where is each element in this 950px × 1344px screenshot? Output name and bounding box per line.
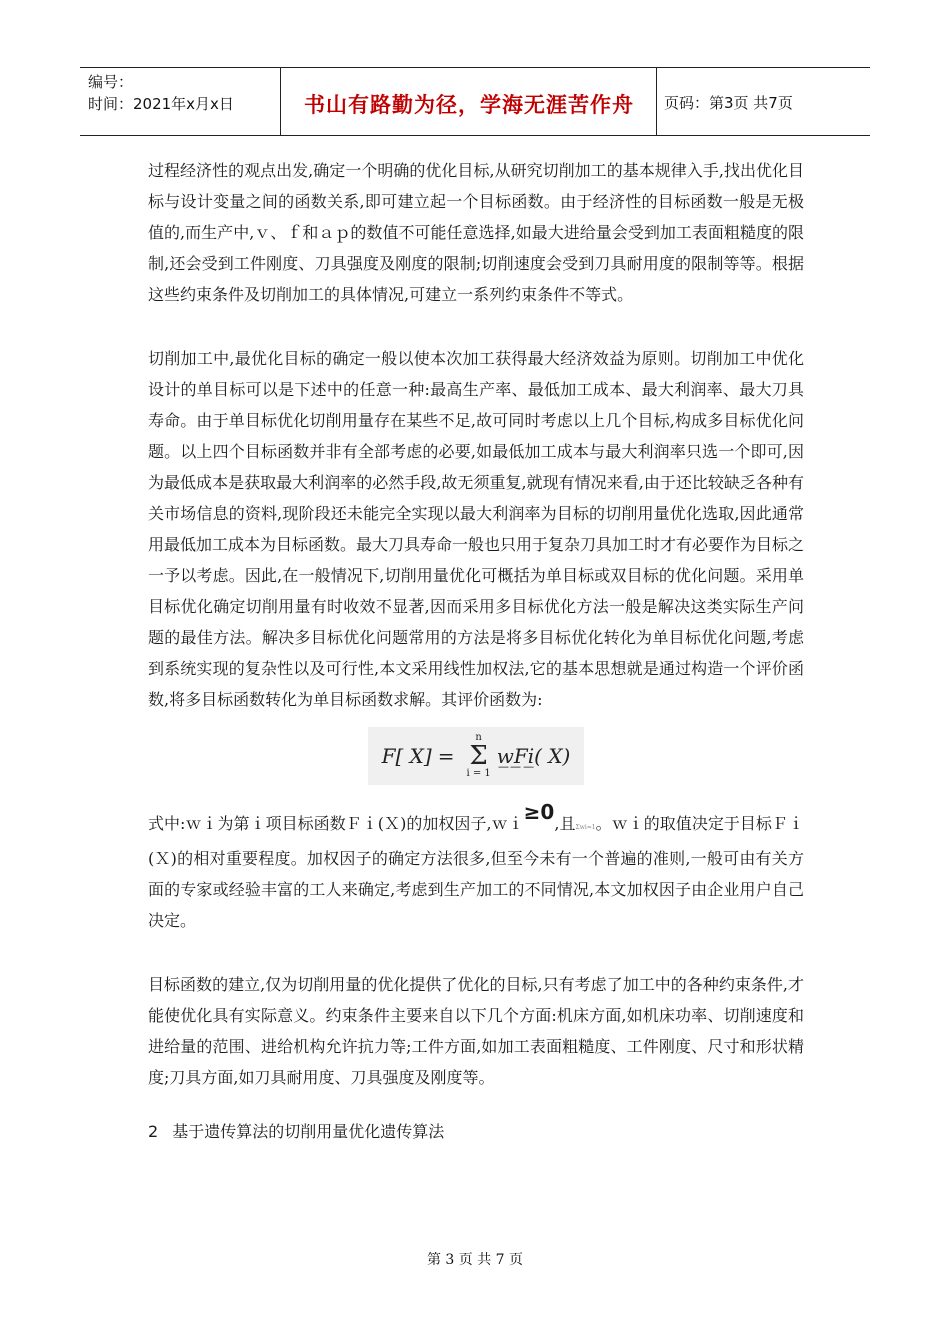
- formula-lhs: F[ X]: [381, 744, 432, 768]
- section-heading: [148, 1119, 804, 1142]
- header-meta: [88, 71, 234, 115]
- formula-rhs: w̲F̲i̲( X): [496, 744, 571, 768]
- document-body: [148, 155, 804, 1142]
- tiny-formula-image: Σwi=1: [575, 824, 596, 831]
- section-number: 2: [148, 1122, 159, 1141]
- header-bottom-rule: [80, 135, 870, 136]
- formula-equals: =: [437, 744, 455, 768]
- page-header: [80, 67, 870, 137]
- header-top-rule: [80, 67, 870, 68]
- header-page-label: 页码：第3页 共7页: [664, 94, 793, 112]
- formula-sum-lower: i = 1: [466, 768, 491, 779]
- page-footer: 第 3 页 共 7 页: [426, 1252, 524, 1268]
- evaluation-formula: [148, 727, 804, 785]
- formula-sigma: [466, 733, 490, 779]
- header-divider-left: [280, 67, 281, 136]
- paragraph-2: 切削加工中,最优化目标的确定一般以使本次加工获得最大经济效益为原则。切削加工中优化设计的单目标可以是下述中的任意一种:最高生产率、最低加工成本、最大利润率、最大刀具寿命。由于单目标优化切削用量存在某些不足,故可同时考虑以上几个目标,构成多目标优化问题。以上四个目标函数并非有全部考虑的必要,如最低加工成本与最大利润率只选一个即可,因为最低成本是获取最大利润率的必然手段,故无须重复,就现有情况来看,由于还比较缺乏各种有关市场信息的资料,现阶段还未能完全实现以最大利润率为目标的切削用量优化选取,因此通常用最低加工成本为目标函数。最大刀具寿命一般也只用于复杂刀具加工时才有必要作为目标之一予以考虑。因此,在一般情况下,切削用量优化可概括为单目标或双目标的优化问题。采用单目标优化确定切削用量有时收效不显著,因而采用多目标优化方法一般是解决这类实际生产问题的最佳方法。解决多目标优化问题常用的方法是将多目标优化转化为单目标优化问题,考虑到系统实现的复杂性以及可行性,本文采用线性加权法,它的基本思想就是通过构造一个评价函数,将多目标函数转化为单目标函数求解。其评价函数为:: [148, 349, 805, 709]
- header-date-label: 时间：2021年x月x日: [88, 95, 234, 113]
- paragraph-3-rest: 。ｗｉ的取值决定于目标Ｆｉ(Ｘ)的相对重要程度。加权因子的确定方法很多,但至今未有一个普遍的准则,一般可由有关方面的专家或经验丰富的工人来确定,考虑到生产加工的不同情况,本文加权因子由企业用户自己决定。: [148, 814, 804, 930]
- paragraph-3: [148, 800, 804, 936]
- formula-image: [368, 727, 585, 785]
- paragraph-4: 目标函数的建立,仅为切削用量的优化提供了优化的目标,只有考虑了加工中的各种约束条件,才能使优化具有实际意义。约束条件主要来自以下几个方面:机床方面,如机床功率、切削速度和进给量的范围、进给机构允许抗力等;工件方面,如加工表面粗糙度、工件刚度、尺寸和形状精度;刀具方面,如刀具耐用度、刀具强度及刚度等。: [148, 975, 804, 1087]
- header-divider-right: [656, 67, 657, 136]
- paragraph-3-and: ,且: [554, 814, 576, 833]
- paragraph-3-lead: 式中:ｗｉ为第ｉ项目标函数Ｆｉ(Ｘ)的加权因子,ｗｉ: [148, 814, 524, 833]
- geq-zero-image: ≥0: [523, 800, 555, 824]
- paragraph-1: 过程经济性的观点出发,确定一个明确的优化目标,从研究切削加工的基本规律入手,找出优化目标与设计变量之间的函数关系,即可建立起一个目标函数。由于经济性的目标函数一般是无极值的,而生产中,ｖ、ｆ和ａｐ的数值不可能任意选择,如最大进给量会受到加工表面粗糙度的限制,还会受到工件刚度、刀具强度及刚度的限制;切削速度会受到刀具耐用度的限制等等。根据这些约束条件及切削加工的具体情况,可建立一系列约束条件不等式。: [148, 161, 804, 304]
- formula-sum-upper: n: [475, 732, 482, 743]
- header-code-label: 编号：: [88, 73, 134, 91]
- header-motto: 书山有路勤为径，学海无涯苦作舟: [304, 93, 634, 117]
- formula-sum-symbol: Σ: [469, 741, 488, 771]
- section-title: 基于遗传算法的切削用量优化遗传算法: [172, 1122, 445, 1141]
